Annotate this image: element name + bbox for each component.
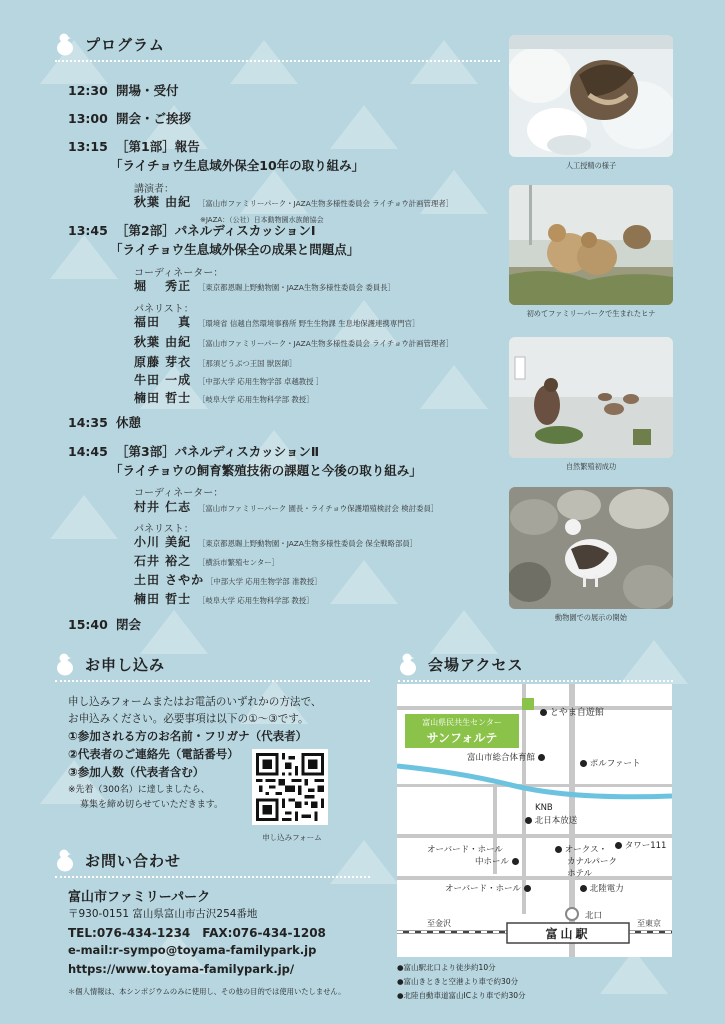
map-label-aubade-middle: 中ホール: [475, 855, 519, 867]
photo-zoo-exhibit: [509, 487, 673, 609]
map-label-polfart: ポルファート: [580, 757, 641, 769]
map-label-tower: タワー111: [615, 839, 666, 851]
speaker-row: 秋葉 由紀 ［富山市ファミリーパーク・JAZA生物多様性委員会 ライチョウ計画管理者］: [134, 335, 454, 349]
photo-caption: 動物園での展示の開始: [555, 613, 627, 622]
speaker-row: 原藤 芽衣 ［那須どうぶつ王国 獣医師］: [134, 355, 297, 369]
speaker-row: 堀 秀正 ［東京都恩賜上野動物園・JAZA生物多様性委員会 委員長］: [134, 279, 395, 293]
map-label-toyama-station: 富山駅: [545, 927, 591, 941]
program-divider: [55, 60, 500, 62]
access-title: 会場アクセス: [428, 655, 524, 674]
access-divider: [398, 680, 673, 682]
jaza-note: ※JAZA：（公社）日本動物園水族館協会: [200, 216, 324, 224]
contact-title: お問い合わせ: [85, 851, 182, 870]
map-label-okura: オークス・: [555, 843, 607, 855]
map-label-knb-station: 北日本放送: [525, 814, 577, 826]
program-session-title: 「ライチョウの飼育繁殖技術の課題と今後の取り組み」: [110, 463, 422, 478]
qr-code[interactable]: [252, 749, 328, 825]
program-row: 12:30 開場・受付: [68, 83, 179, 98]
map-label-north-exit: 北口: [585, 911, 603, 921]
speaker-row: 福田 真 ［環境省 信越自然環境事務所 野生生物課 生息地保護連携専門官］: [134, 315, 420, 329]
speaker-row: 牛田 一成 ［中部大学 応用生物学部 卓越教授 ］: [134, 373, 324, 387]
venue-name: サンフォルテ: [426, 731, 498, 745]
speaker-row: 秋葉 由紀 ［富山市ファミリーパーク・JAZA生物多様性委員会 ライチョウ計画管理者］: [134, 195, 454, 209]
access-heading: [398, 652, 524, 676]
contact-org: 富山市ファミリーパーク: [68, 890, 211, 905]
map-label-hokuriku: 北陸電力: [580, 882, 624, 894]
role-label: パネリスト：: [134, 304, 194, 315]
apply-title: お申し込み: [85, 655, 166, 674]
apply-note: 募集を締め切らせていただきます。: [80, 800, 224, 810]
speaker-row: 楠田 哲士 ［岐阜大学 応用生物科学部 教授］: [134, 592, 314, 606]
map-label-okura-2: カナルパーク: [567, 857, 617, 867]
program-session-title: 「ライチョウ生息域外保全の成果と問題点」: [110, 242, 360, 257]
photo-first-chicks: [509, 185, 673, 305]
program-row: 14:45 ［第3部］パネルディスカッションⅡ: [68, 444, 320, 459]
venue-subtitle: 富山県民共生センター: [422, 718, 502, 727]
photo-caption: 初めてファミリーパークで生まれたヒナ: [526, 309, 656, 318]
speaker-row: 楠田 哲士 ［岐阜大学 応用生物科学部 教授］: [134, 391, 314, 405]
access-note: ●富山駅北口より徒歩約10分: [397, 963, 496, 972]
contact-divider: [55, 876, 370, 878]
photo-artificial-insemination: [509, 35, 673, 157]
program-title: プログラム: [85, 35, 165, 54]
contact-url[interactable]: https://www.toyama-familypark.jp/: [68, 962, 295, 976]
program-row: 13:00 開会・ご挨拶: [68, 111, 192, 126]
program-heading: [55, 32, 165, 56]
map-label-aubade: オーバード・ホール: [445, 882, 531, 894]
role-label: コーディネーター：: [134, 268, 224, 279]
map-label-to-tokyo: 至東京: [637, 919, 661, 928]
map-label-knb: KNB: [535, 803, 553, 813]
contact-heading: [55, 848, 181, 872]
program-row: 14:35 休憩: [68, 415, 142, 430]
apply-requirement: ①参加される方のお名前・フリガナ（代表者）: [68, 729, 308, 743]
speaker-row: 村井 仁志 ［富山市ファミリーパーク 園長・ライチョウ保護増殖検討会 検討委員］: [134, 500, 439, 514]
role-label: パネリスト：: [134, 524, 194, 535]
speaker-row: 石井 裕之 ［横浜市繁殖センター］: [134, 554, 280, 568]
privacy-note: ＊個人情報は、本シンポジウムのみに使用し、その他の目的では使用いたしません。: [68, 987, 346, 996]
access-note: ●富山きときと空港より車で約30分: [397, 977, 519, 986]
access-map: [397, 684, 672, 957]
apply-requirement: ②代表者のご連絡先（電話番号）: [68, 747, 239, 761]
ptarmigan-icon: [55, 848, 75, 872]
ptarmigan-icon: [55, 652, 75, 676]
ptarmigan-icon: [398, 652, 418, 676]
speaker-row: 土田 さやか ［中部大学 応用生物学部 准教授］: [134, 573, 322, 587]
photo-caption: 人工授精の様子: [565, 161, 617, 170]
apply-instructions: お申込みください。必要事項は以下の①～③です。: [68, 713, 309, 725]
apply-instructions: 申し込みフォームまたはお電話のいずれかの方法で、: [68, 696, 322, 708]
access-note: ●北陸自動車道富山ICより車で約30分: [397, 991, 526, 1000]
apply-divider: [55, 680, 370, 682]
map-label-aubade-center: オーバード・ホール: [427, 845, 503, 855]
contact-address: 〒930-0151 富山県富山市古沢254番地: [68, 908, 258, 920]
program-row: 13:45 ［第2部］パネルディスカッションⅠ: [68, 223, 316, 238]
map-label-gym: 富山市総合体育館: [467, 751, 545, 763]
ptarmigan-icon: [55, 32, 75, 56]
map-label-to-kanazawa: 至金沢: [427, 919, 451, 928]
program-row: 13:15 ［第1部］報告: [68, 139, 200, 154]
apply-heading: [55, 652, 165, 676]
photo-natural-breeding: [509, 337, 673, 458]
speaker-row: 小川 美紀 ［東京都恩賜上野動物園・JAZA生物多様性委員会 保全戦略部員］: [134, 535, 418, 549]
program-row: 15:40 閉会: [68, 617, 142, 632]
apply-requirement: ③参加人数（代表者含む）: [68, 765, 205, 779]
contact-email[interactable]: e-mail:r-sympo@toyama-familypark.jp: [68, 943, 317, 957]
photo-caption: 自然繁殖初成功: [565, 462, 617, 471]
contact-phone: TEL:076-434-1234 FAX:076-434-1208: [68, 926, 326, 940]
apply-note: ※先着（300名）に達しましたら、: [68, 785, 210, 795]
qr-caption: 申し込みフォーム: [262, 833, 322, 842]
map-label-yuransen: とやま自遊館: [540, 705, 604, 718]
role-label: 講演者：: [134, 184, 174, 195]
role-label: コーディネーター：: [134, 488, 224, 499]
program-session-title: 「ライチョウ生息域外保全10年の取り組み」: [110, 158, 365, 173]
map-label-okura-3: ホテル: [567, 869, 593, 879]
